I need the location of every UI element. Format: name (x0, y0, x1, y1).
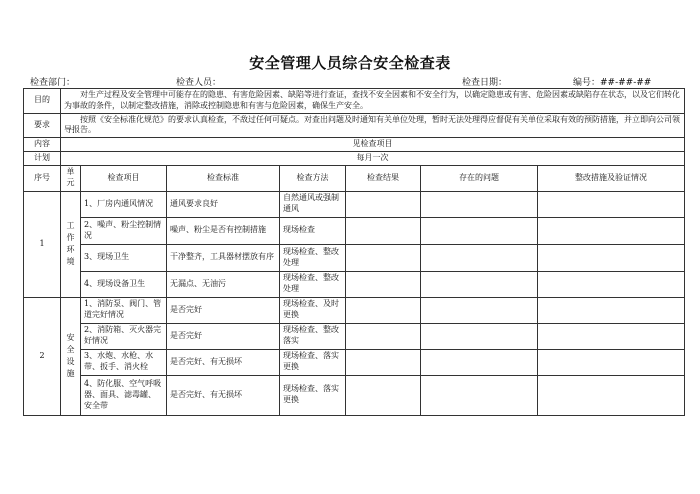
purpose-row (24, 89, 685, 114)
check-item: 1、消防泵、阀门、管道完好情况 (81, 297, 167, 323)
header-unit: 单元 (61, 165, 81, 191)
check-item: 3、水炮、水枪、水带、扳手、消火栓 (81, 349, 167, 375)
fix-cell[interactable] (538, 323, 685, 349)
group-unit: 安全设施 (61, 297, 81, 415)
check-result-cell[interactable] (346, 323, 421, 349)
check-result-cell[interactable] (346, 349, 421, 375)
fix-cell[interactable] (538, 217, 685, 244)
group-unit: 工作环境 (61, 191, 81, 297)
check-item: 2、消防箱、灭火器完好情况 (81, 323, 167, 349)
requirement-text: 按照《安全标准化规范》的要求认真检查，不敌过任何可疑点。对查出问题及时通知有关单位处理，暂时无法处理得应督促有关单位采取有效的预防措施，并立即向公司领导报告。 (61, 113, 685, 138)
table-row (24, 297, 685, 323)
check-method: 现场检查、整改处理 (280, 271, 346, 297)
plan-label: 计划 (24, 151, 61, 165)
header-method: 检查方法 (280, 165, 346, 191)
fix-cell[interactable] (538, 191, 685, 217)
check-method: 现场检查、整改落实 (280, 323, 346, 349)
check-result-cell[interactable] (346, 191, 421, 217)
table-row (24, 375, 685, 415)
check-item: 1、厂房内通风情况 (81, 191, 167, 217)
check-result-cell[interactable] (346, 244, 421, 271)
table-row (24, 191, 685, 217)
group-seq: 1 (24, 191, 61, 297)
inspector-label: 检查人员： (176, 78, 222, 88)
problem-cell[interactable] (421, 217, 538, 244)
check-method: 现场检查、及时更换 (280, 297, 346, 323)
plan-text: 每月一次 (61, 151, 685, 165)
check-item: 3、现场卫生 (81, 244, 167, 271)
check-standard: 无漏点、无油污 (167, 271, 280, 297)
content-label: 内容 (24, 138, 61, 152)
check-standard: 是否完好、有无损坏 (167, 349, 280, 375)
header-row (24, 165, 685, 191)
purpose-label: 目的 (24, 89, 61, 114)
problem-cell[interactable] (421, 349, 538, 375)
problem-cell[interactable] (421, 297, 538, 323)
check-standard: 是否完好 (167, 323, 280, 349)
requirement-label: 要求 (24, 113, 61, 138)
number-value: ##-##-## (600, 78, 652, 88)
header-standard: 检查标准 (167, 165, 280, 191)
check-item: 4、现场设备卫生 (81, 271, 167, 297)
fix-cell[interactable] (538, 297, 685, 323)
group-seq: 2 (24, 297, 61, 415)
check-item: 4、防化服、空气呼吸器、面具、滤毒罐、安全带 (81, 375, 167, 415)
check-method: 自然通风或强制通风 (280, 191, 346, 217)
purpose-text: 对生产过程及安全管理中可能存在的隐患、有害危险因素、缺陷等进行查证，查找不安全因素和不安全行为，以确定隐患或有害、危险因素或缺陷存在状态，以及它们转化为事故的条件，以制定整改措施，消除或控制隐患和有害与危险因素，确保生产安全。 (61, 89, 685, 114)
table-row (24, 323, 685, 349)
check-method: 现场检查、整改处理 (280, 244, 346, 271)
check-result-cell[interactable] (346, 217, 421, 244)
content-text: 见检查项目 (61, 138, 685, 152)
problem-cell[interactable] (421, 375, 538, 415)
check-standard: 通风要求良好 (167, 191, 280, 217)
check-method: 现场检查、落实更换 (280, 375, 346, 415)
problem-cell[interactable] (421, 244, 538, 271)
header-fix: 整改措施及验证情况 (538, 165, 685, 191)
fix-cell[interactable] (538, 349, 685, 375)
header-seq: 序号 (24, 165, 61, 191)
check-standard: 干净整齐，工具器材摆放有序 (167, 244, 280, 271)
header-item: 检查项目 (81, 165, 167, 191)
fix-cell[interactable] (538, 244, 685, 271)
date-label: 检查日期： (462, 78, 508, 88)
number-field (573, 75, 651, 88)
check-result-cell[interactable] (346, 271, 421, 297)
header-problem: 存在的问题 (421, 165, 538, 191)
check-method: 现场检查、落实更换 (280, 349, 346, 375)
check-method: 现场检查 (280, 217, 346, 244)
plan-row (24, 151, 685, 165)
check-standard: 是否完好、有无损坏 (167, 375, 280, 415)
header-result: 检查结果 (346, 165, 421, 191)
check-standard: 是否完好 (167, 297, 280, 323)
check-standard: 噪声、粉尘是否有控制措施 (167, 217, 280, 244)
inspection-table (23, 88, 685, 416)
fix-cell[interactable] (538, 271, 685, 297)
check-result-cell[interactable] (346, 375, 421, 415)
table-row (24, 244, 685, 271)
problem-cell[interactable] (421, 271, 538, 297)
problem-cell[interactable] (421, 323, 538, 349)
table-row (24, 349, 685, 375)
table-row (24, 271, 685, 297)
dept-label: 检查部门： (30, 78, 76, 88)
check-item: 2、噪声、粉尘控制情况 (81, 217, 167, 244)
page-title: 安全管理人员综合安全检查表 (249, 54, 451, 72)
number-label: 编号： (573, 78, 601, 88)
table-row (24, 217, 685, 244)
fix-cell[interactable] (538, 375, 685, 415)
content-row (24, 138, 685, 152)
problem-cell[interactable] (421, 191, 538, 217)
requirement-row (24, 113, 685, 138)
check-result-cell[interactable] (346, 297, 421, 323)
